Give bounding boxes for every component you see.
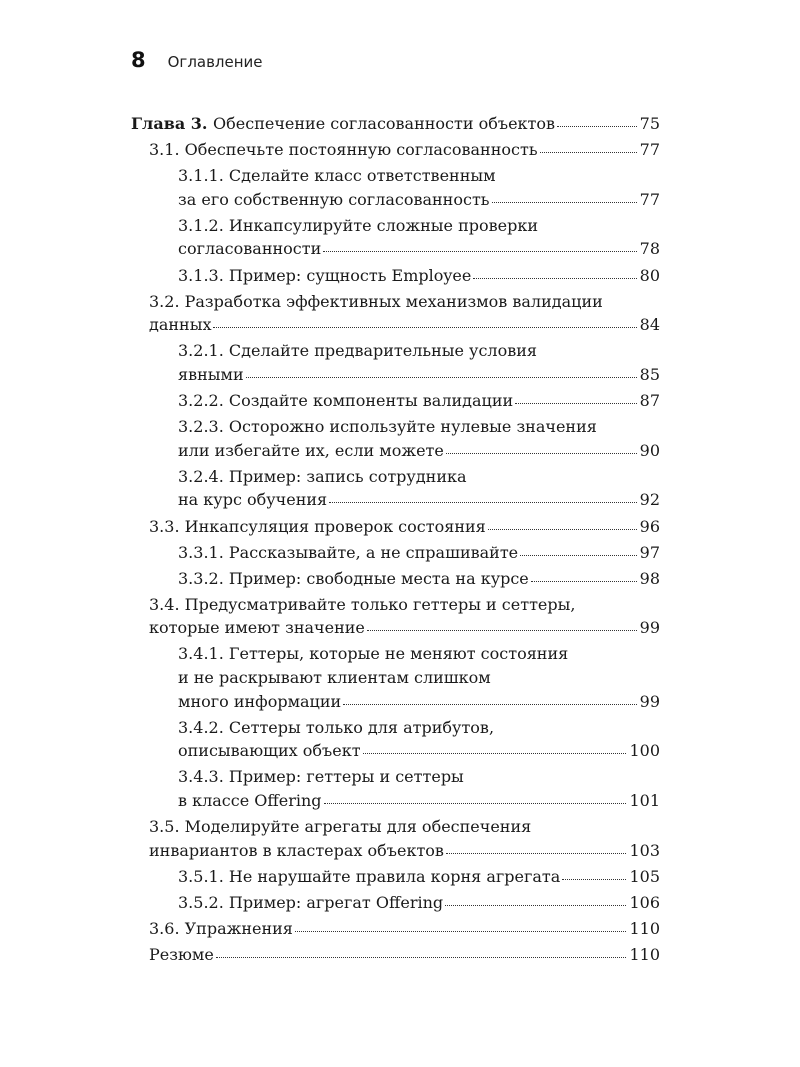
toc-page-number: 99	[639, 618, 660, 638]
toc-line	[178, 465, 660, 489]
toc-entry-title: 3.2. Разработка эффективных механизмов валидации	[149, 291, 603, 311]
toc-line	[178, 439, 660, 463]
toc-line	[149, 839, 660, 863]
toc-entry-title: 3.6. Упражнения	[149, 919, 293, 938]
toc-entry	[131, 943, 660, 967]
dot-leader	[213, 318, 636, 328]
toc-entry-title: Обеспечение согласованности объектов	[213, 114, 556, 133]
toc-entry	[131, 415, 660, 462]
toc-entry-title: 3.1.3. Пример: сущность Employee	[178, 265, 472, 285]
toc-line	[178, 891, 660, 915]
dot-leader	[488, 520, 637, 530]
toc-line	[149, 943, 660, 967]
toc-entry	[131, 765, 660, 812]
toc-entry-title: 3.5.2. Пример: агрегат Offering	[178, 892, 444, 912]
toc-entry-title: 3.5. Моделируйте агрегаты для обеспечения	[149, 817, 532, 837]
toc-entry	[131, 339, 660, 386]
section-title: Оглавление	[167, 53, 263, 71]
toc-entry	[131, 815, 660, 862]
toc-entry-title: много информации	[178, 691, 342, 711]
toc-page-number: 110	[629, 945, 660, 965]
toc-line	[178, 237, 660, 261]
toc-entry-title: описывающих объект	[178, 741, 361, 761]
toc-line	[178, 765, 660, 789]
dot-leader	[445, 896, 626, 906]
toc-entry-title: за его собственную согласованность	[178, 189, 490, 209]
dot-leader	[343, 695, 636, 705]
toc-entry-title: 3.2.3. Осторожно используйте нулевые значения	[178, 417, 597, 437]
toc-line	[178, 739, 660, 763]
toc-line	[178, 415, 660, 439]
toc-line	[178, 642, 660, 666]
toc-entry	[131, 865, 660, 889]
toc-entry-title: 3.2.2. Создайте компоненты валидации	[178, 391, 514, 411]
toc-entry-title: данных	[149, 315, 212, 335]
toc-page-number: 78	[639, 239, 660, 259]
toc-entry-title: на курс обучения	[178, 490, 328, 510]
toc-page-number: 106	[629, 892, 660, 912]
toc-line	[178, 567, 660, 591]
toc-entry	[131, 112, 660, 136]
page-number: 8	[131, 48, 146, 72]
dot-leader	[562, 870, 626, 880]
toc-entry	[131, 515, 660, 539]
toc-page-number: 99	[639, 691, 660, 711]
toc-entry-title: 3.4.1. Геттеры, которые не меняют состояния	[178, 644, 569, 664]
toc-entry	[131, 716, 660, 763]
toc-entry-title: явными	[178, 364, 244, 384]
dot-leader	[446, 444, 637, 454]
toc-entry-title: 3.3.1. Рассказывайте, а не спрашивайте	[178, 542, 519, 562]
toc-entry-title: Резюме	[149, 945, 214, 965]
dot-leader	[363, 745, 627, 755]
running-head	[131, 48, 263, 78]
toc-entry	[131, 917, 660, 941]
toc-entry	[131, 567, 660, 591]
table-of-contents	[131, 112, 660, 967]
toc-page-number: 84	[639, 315, 660, 335]
toc-line	[178, 389, 660, 413]
toc-entry	[131, 593, 660, 640]
toc-line	[178, 363, 660, 387]
toc-line	[178, 214, 660, 238]
toc-line	[178, 690, 660, 714]
toc-entry	[131, 541, 660, 565]
toc-page-number: 96	[639, 516, 660, 536]
toc-entry-title: 3.1. Обеспечьте постоянную согласованность	[149, 140, 538, 160]
toc-entry-title: 3.3.2. Пример: свободные места на курсе	[178, 568, 529, 588]
toc-line	[178, 716, 660, 740]
toc-entry-title: инвариантов в кластерах объектов	[149, 840, 444, 860]
toc-entry-title: которые имеют значение	[149, 618, 365, 638]
toc-entry-title: или избегайте их, если можете	[178, 440, 444, 460]
toc-page-number: 90	[639, 440, 660, 460]
dot-leader	[520, 546, 637, 556]
toc-entry-title: 3.4.3. Пример: геттеры и сеттеры	[178, 767, 464, 787]
toc-entry-title: согласованности	[178, 239, 322, 259]
toc-line	[131, 112, 660, 136]
toc-page-number: 98	[639, 568, 660, 588]
toc-page-number: 77	[639, 189, 660, 209]
toc-line	[178, 541, 660, 565]
toc-line	[178, 188, 660, 212]
dot-leader	[295, 922, 627, 932]
toc-page-number: 85	[639, 364, 660, 384]
toc-page-number: 80	[639, 265, 660, 285]
toc-line	[149, 313, 660, 337]
toc-page-number: 103	[629, 840, 660, 860]
toc-entry	[131, 642, 660, 713]
toc-entry-title: 3.2.1. Сделайте предварительные условия	[178, 341, 537, 361]
toc-entry-title: 3.2.4. Пример: запись сотрудника	[178, 466, 467, 486]
toc-entry-title: 3.5.1. Не нарушайте правила корня агрегата	[178, 866, 561, 886]
dot-leader	[246, 368, 637, 378]
toc-line	[149, 515, 660, 539]
toc-line	[178, 164, 660, 188]
toc-line	[178, 488, 660, 512]
toc-page-number: 100	[629, 741, 660, 761]
dot-leader	[216, 948, 627, 958]
toc-line	[149, 138, 660, 162]
toc-entry	[131, 389, 660, 413]
toc-line	[178, 264, 660, 288]
toc-page-number: 87	[639, 391, 660, 411]
toc-entry-title: 3.1.1. Сделайте класс ответственным	[178, 166, 496, 186]
toc-entry-title: в классе Offering	[178, 791, 322, 811]
toc-line	[178, 865, 660, 889]
toc-entry	[131, 138, 660, 162]
dot-leader	[473, 269, 636, 279]
dot-leader	[446, 844, 627, 854]
toc-line	[149, 917, 660, 941]
toc-line	[149, 815, 660, 839]
toc-entry-title: 3.4.2. Сеттеры только для атрибутов,	[178, 717, 495, 737]
toc-page-number: 92	[639, 490, 660, 510]
toc-page-number: 105	[629, 866, 660, 886]
dot-leader	[492, 193, 637, 203]
toc-page-number: 75	[639, 114, 660, 133]
toc-line	[178, 789, 660, 813]
dot-leader	[531, 572, 637, 582]
toc-line	[149, 593, 660, 617]
dot-leader	[540, 143, 637, 153]
toc-page-number: 97	[639, 542, 660, 562]
toc-line	[149, 616, 660, 640]
dot-leader	[329, 494, 637, 504]
toc-page-number: 77	[639, 140, 660, 160]
dot-leader	[515, 394, 636, 404]
toc-entry	[131, 891, 660, 915]
toc-entry	[131, 264, 660, 288]
chapter-label: Глава 3.	[131, 114, 214, 133]
toc-page-number: 110	[629, 919, 660, 938]
toc-entry-title: 3.1.2. Инкапсулируйте сложные проверки	[178, 215, 538, 235]
dot-leader	[323, 243, 636, 253]
toc-entry-title: 3.4. Предусматривайте только геттеры и сеттеры,	[149, 594, 576, 614]
toc-page-number: 101	[629, 791, 660, 811]
toc-line	[178, 666, 660, 690]
toc-entry-title: и не раскрывают клиентам слишком	[178, 668, 491, 688]
toc-line	[149, 290, 660, 314]
toc-line	[178, 339, 660, 363]
toc-entry	[131, 465, 660, 512]
toc-entry	[131, 214, 660, 261]
toc-entry-title: 3.3. Инкапсуляция проверок состояния	[149, 516, 486, 536]
dot-leader	[557, 117, 637, 127]
dot-leader	[367, 622, 637, 632]
dot-leader	[324, 794, 627, 804]
toc-entry	[131, 164, 660, 211]
toc-entry	[131, 290, 660, 337]
